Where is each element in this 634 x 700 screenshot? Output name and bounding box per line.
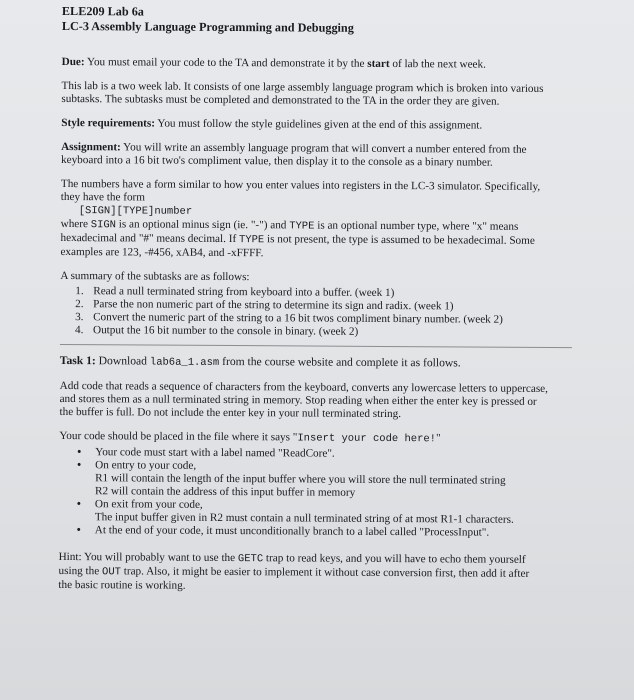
- list-item: 4. Output the 16 bit number to the console in binary. (week 2): [74, 324, 359, 338]
- placement-paragraph: Your code should be placed in the file where it says "Insert your code here!": [59, 429, 441, 446]
- list-item: 2. Parse the non numeric part of the string to determine its sign and radix. (week 1): [75, 298, 454, 313]
- task1-heading: Task 1: Download lab6a_1.asm from the course website and complete it as follows.: [59, 353, 461, 370]
- bullet-icon: •: [77, 446, 82, 459]
- list-item: • At the end of your code, it must unconditionally branch to a label called "ProcessInput".: [76, 524, 490, 539]
- list-item: 1. Read a null terminated string from keyboard into a buffer. (week 1): [75, 285, 395, 300]
- due-paragraph: Due: You must email your code to the TA and demonstrate it by the start of lab the next week.: [61, 55, 486, 71]
- summary-heading: A summary of the subtasks are as follows:: [60, 269, 250, 284]
- bullet-icon: •: [77, 459, 82, 472]
- subtask-list: [75, 285, 580, 340]
- list-item: 3. Convert the numeric part of the string to a 16 bit twos compliment binary number. (week 2): [75, 311, 503, 326]
- list-item: • On entry to your code, R1 will contain the length of the input buffer where you will store the null terminated string R2 will contain the address of this input buffer in memory: [77, 459, 506, 499]
- style-requirements: Style requirements: You must follow the style guidelines given at the end of this assignment.: [61, 116, 483, 132]
- task1-description: Add code that reads a sequence of characters from the keyboard, converts any lowercase letters to uppercase, and stores them as a null terminated string in memory. Stop reading when either the enter key is pressed or the buffer is full. Do not include the enter key in your null terminated string.: [59, 379, 549, 421]
- assignment-paragraph: Assignment: You will write an assembly language program that will convert a number entered from the keyboard into a 16 bit two's compliment value, then display it to the console as a binary number.: [61, 140, 527, 169]
- bullet-icon: •: [76, 498, 81, 511]
- hint-paragraph: Hint: You will probably want to use the GETC trap to read keys, and you will have to echo them yourself using the OUT trap. Also, it might be easier to implement it without case conversion first, then add it after the basic routine is working.: [58, 550, 530, 592]
- list-item: • Your code must start with a label named "ReadCore".: [77, 446, 335, 460]
- divider: [60, 344, 572, 348]
- list-item: • On exit from your code, The input buffer given in R2 must contain a null terminated string of at most R1-1 characters.: [76, 498, 514, 526]
- bullet-icon: •: [76, 524, 81, 537]
- lab-title: LC-3 Assembly Language Programming and Debugging: [61, 18, 354, 35]
- number-form: [SIGN][TYPE]number: [78, 205, 193, 218]
- intro-paragraph: This lab is a two week lab. It consists of one large assembly language program which is broken into various subtasks. The subtasks must be completed and demonstrated to the TA in the order they are given.: [61, 79, 544, 108]
- requirement-list: [77, 446, 580, 540]
- numbers-paragraph: The numbers have a form similar to how you enter values into registers in the LC-3 simulator. Specifically, they have the form [SIGN][TYPE]number where SIGN is an optional minus sign (ie. "-") and TYPE is an optional number type, where "x" means hexadecimal and "#" means decimal. If TYPE is not present, the type is assumed to be hexadecimal. Some examples are 123, -#456, xAB4, and -xFFFF.: [60, 177, 541, 260]
- lab-handout: [58, 4, 582, 595]
- course-title: ELE209 Lab 6a: [61, 4, 144, 19]
